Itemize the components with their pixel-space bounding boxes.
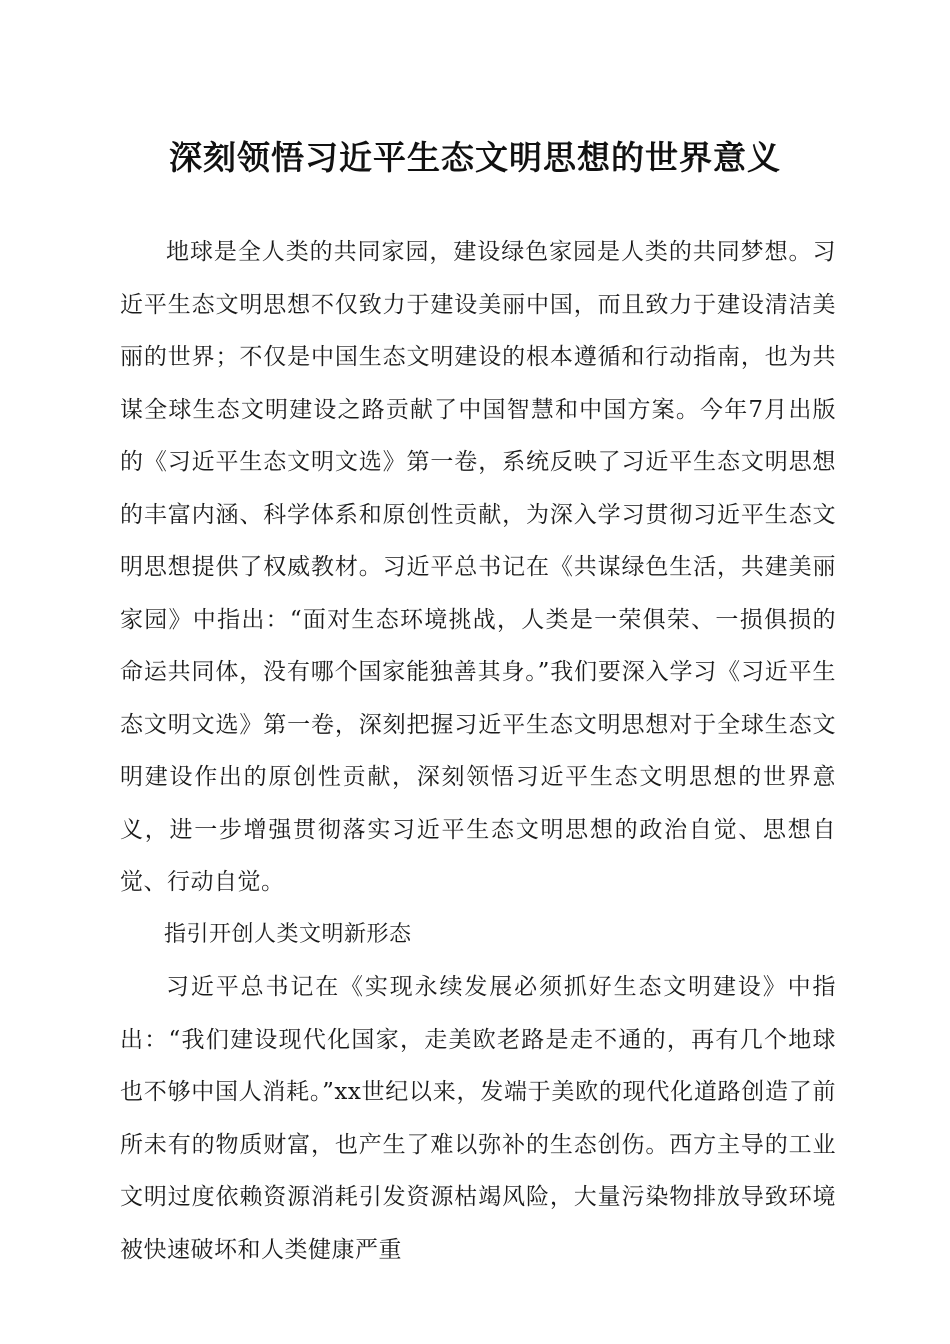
paragraph-intro: 地球是全人类的共同家园，建设绿色家园是人类的共同梦想。习近平生态文明思想不仅致力于建设美丽中国，而且致力于建设清洁美丽的世界；不仅是中国生态文明建设的根本遵循和行动指南，也为共谋全球生态文明建设之路贡献了中国智慧和中国方案。今年7月出版的《习近平生态文明文选》第一卷，系统反映了习近平生态文明思想的丰富内涵、科学体系和原创性贡献，为深入学习贯彻习近平生态文明思想提供了权威教材。习近平总书记在《共谋绿色生活，共建美丽家园》中指出：“面对生态环境挑战，人类是一荣俱荣、一损俱损的命运共同体，没有哪个国家能独善其身。”我们要深入学习《习近平生态文明文选》第一卷，深刻把握习近平生态文明思想对于全球生态文明建设作出的原创性贡献，深刻领悟习近平生态文明思想的世界意义，进一步增强贯彻落实习近平生态文明思想的政治自觉、思想自觉、行动自觉。 bbox=[120, 239, 836, 895]
document-body bbox=[120, 226, 836, 1276]
section-heading: 指引开创人类文明新形态 bbox=[164, 921, 412, 947]
document-title: 深刻领悟习近平生态文明思想的世界意义 bbox=[169, 138, 781, 177]
paragraph-section-1: 习近平总书记在《实现永续发展必须抓好生态文明建设》中指出：“我们建设现代化国家，走美欧老路是走不通的，再有几个地球也不够中国人消耗。”xx世纪以来，发端于美欧的现代化道路创造了前所未有的物质财富，也产生了难以弥补的生态创伤。西方主导的工业文明过度依赖资源消耗引发资源枯竭风险，大量污染物排放导致环境被快速破坏和人类健康严重 bbox=[120, 974, 836, 1263]
